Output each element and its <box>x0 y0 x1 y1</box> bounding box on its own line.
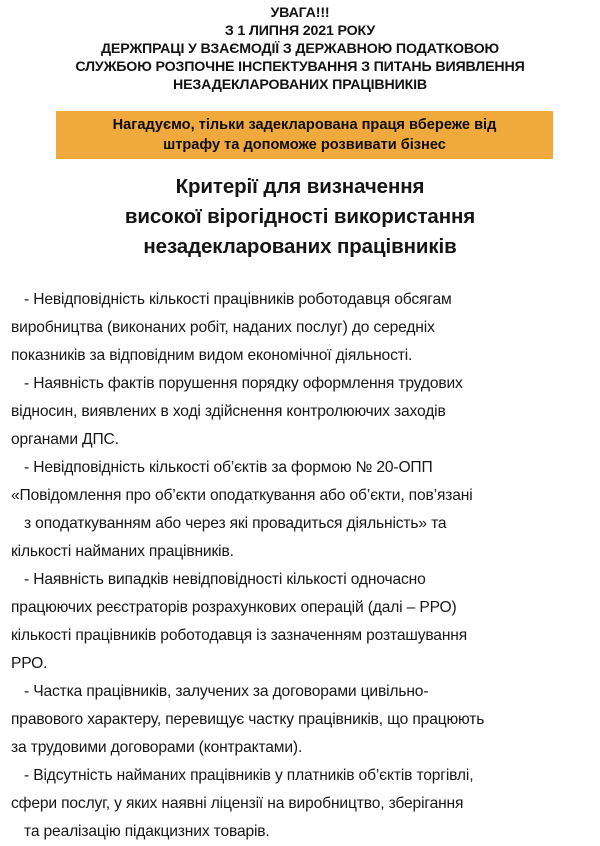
criterion-line: виробництва (виконаних робіт, наданих послуг) до середніх <box>11 319 435 336</box>
criterion-line: відносин, виявлених в ході здійснення контролюючих заходів <box>11 403 446 420</box>
criterion-line: сфери послуг, у яких наявні ліцензії на виробництво, зберігання <box>11 795 464 812</box>
criterion-item <box>11 286 589 370</box>
criterion-line: - Наявність фактів порушення порядку оформлення трудових <box>24 375 463 392</box>
criterion-item <box>11 370 589 454</box>
criterion-line: органами ДПС. <box>11 431 119 448</box>
criterion-item <box>11 678 589 762</box>
criteria-list <box>11 286 589 846</box>
page-title <box>0 172 600 262</box>
criterion-line: з оподаткуванням або через які провадиться діяльність» та <box>24 515 447 532</box>
criterion-line: та реалізацію підакцизних товарів. <box>24 823 270 840</box>
page-title-line-1: Критерії для визначення <box>175 175 425 198</box>
page-title-line-3: незадекларованих працівників <box>143 235 457 258</box>
header-line-date: З 1 ЛИПНЯ 2021 РОКУ <box>224 23 376 39</box>
criterion-line: показників за відповідним видом економічної діяльності. <box>11 347 413 364</box>
criterion-line: - Наявність випадків невідповідності кількості одночасно <box>24 571 426 588</box>
announcement-header <box>0 4 600 94</box>
criterion-line: за трудовими договорами (контрактами). <box>11 739 303 756</box>
criterion-line: - Відсутність найманих працівників у платників об’єктів торгівлі, <box>24 767 474 784</box>
banner-line-1: Нагадуємо, тільки задекларована праця вбереже від <box>112 117 497 133</box>
criterion-item <box>11 762 589 846</box>
header-line-authority: ДЕРЖПРАЦІ У ВЗАЄМОДІЇ З ДЕРЖАВНОЮ ПОДАТКОВОЮ <box>100 41 500 57</box>
criterion-item <box>11 566 589 678</box>
criterion-line: РРО. <box>11 655 48 672</box>
criterion-line: - Частка працівників, залучених за договорами цивільно- <box>24 683 429 700</box>
banner-line-2: штрафу та допоможе розвивати бізнес <box>163 137 446 153</box>
criterion-line: кількості найманих працівників. <box>11 543 234 560</box>
criterion-line: - Невідповідність кількості об’єктів за формою № 20-ОПП <box>24 459 433 476</box>
header-line-inspection: СЛУЖБОЮ РОЗПОЧНЕ ІНСПЕКТУВАННЯ З ПИТАНЬ ВИЯВЛЕННЯ <box>75 59 525 75</box>
criterion-line: - Невідповідність кількості працівників роботодавця обсягам <box>24 291 452 308</box>
criterion-line: «Повідомлення про об’єкти оподаткування або об’єкти, пов’язані <box>11 487 473 504</box>
page-title-line-2: високої вірогідності використання <box>124 205 476 228</box>
criterion-item <box>11 454 589 566</box>
criterion-line: працюючих реєстраторів розрахункових операцій (далі – РРО) <box>11 599 457 616</box>
reminder-banner <box>56 111 553 159</box>
criterion-line: кількості працівників роботодавця із зазначенням розташування <box>11 627 468 644</box>
header-line-subject: НЕЗАДЕКЛАРОВАНИХ ПРАЦІВНИКІВ <box>172 77 428 93</box>
header-line-attention: УВАГА!!! <box>270 5 330 21</box>
criterion-line: правового характеру, перевищує частку працівників, що працюють <box>11 711 485 728</box>
